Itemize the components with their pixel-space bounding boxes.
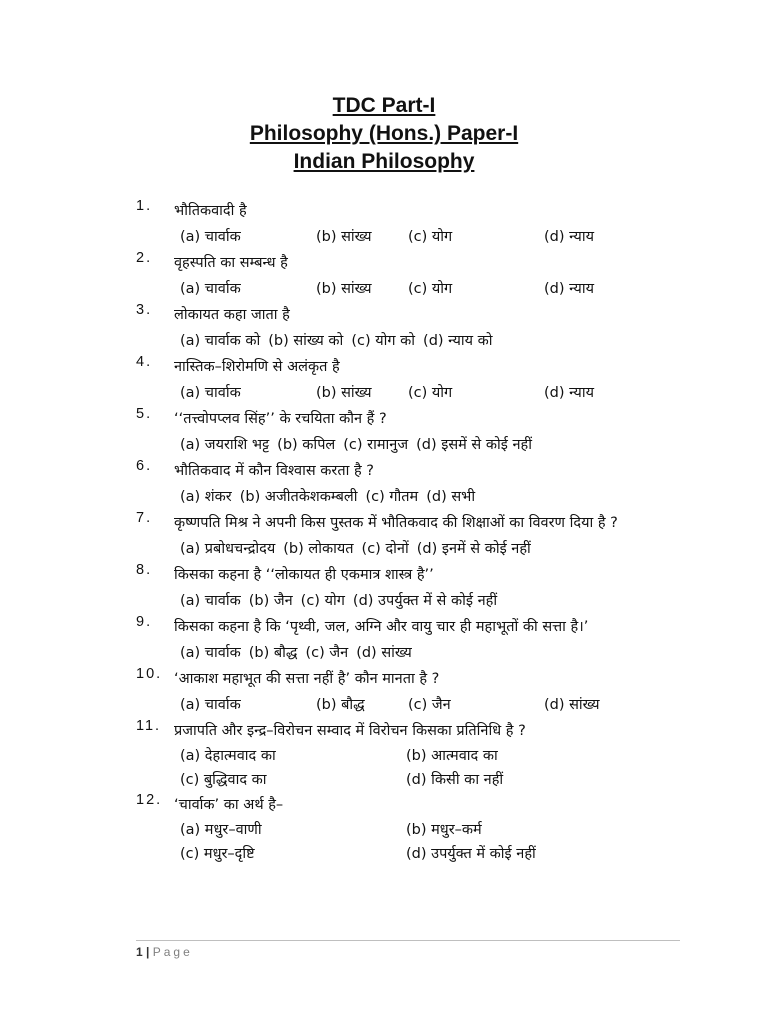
- question-number: 3.: [136, 302, 153, 318]
- question-number: 5.: [136, 406, 153, 422]
- option-a: (a) शंकर: [180, 489, 232, 505]
- question-number: 4.: [136, 354, 153, 370]
- question-text: ‘आकाश महाभूत की सत्ता नहीं है’ कौन मानता है ?: [174, 671, 440, 687]
- option-a: (a) चार्वाक: [180, 645, 241, 661]
- footer-divider: [136, 940, 680, 941]
- option-b: (b) बौद्ध: [316, 697, 365, 713]
- option-b: (b) सांख्य: [316, 281, 372, 297]
- question-number: 10.: [136, 666, 163, 682]
- option-a: (a) चार्वाक: [180, 697, 241, 713]
- question-text: ‘‘तत्त्वोपप्लव सिंह’’ के रचयिता कौन हैं ?: [174, 411, 387, 427]
- options: [180, 692, 696, 718]
- option-d: (d) सभी: [426, 489, 476, 505]
- question-8: [136, 562, 696, 614]
- option-b: (b) मधुर–कर्म: [406, 822, 482, 838]
- option-a: (a) चार्वाक: [180, 593, 241, 609]
- question-text: भौतिकवाद में कौन विश्वास करता है ?: [174, 463, 374, 479]
- option-c: (c) दोनों: [361, 541, 409, 557]
- option-b: (b) सांख्य: [316, 385, 372, 401]
- question-text: वृहस्पति का सम्बन्ध है: [174, 255, 288, 271]
- question-6: [136, 458, 696, 510]
- page-footer: [136, 940, 680, 959]
- option-c: (c) जैन: [408, 697, 451, 713]
- question-text: ‘चार्वाक’ का अर्थ है–: [174, 797, 284, 813]
- option-a: (a) प्रबोधचन्द्रोदय: [180, 541, 276, 557]
- question-12: [136, 792, 696, 866]
- question-text: कृष्णपति मिश्र ने अपनी किस पुस्तक में भौतिकवाद की शिक्षाओं का विवरण दिया है ?: [174, 515, 618, 531]
- options: [180, 744, 696, 792]
- question-number: 2.: [136, 250, 153, 266]
- question-10: [136, 666, 696, 718]
- question-9: [136, 614, 696, 666]
- option-c: (c) रामानुज: [343, 437, 409, 453]
- option-b: (b) बौद्ध: [248, 645, 298, 661]
- option-c: (c) योग: [300, 593, 345, 609]
- option-b: (b) लोकायत: [283, 541, 354, 557]
- option-d: (d) उपर्युक्त में कोई नहीं: [406, 846, 536, 862]
- option-d: (d) सांख्य: [544, 697, 600, 713]
- question-number: 8.: [136, 562, 153, 578]
- question-1: [136, 198, 696, 250]
- options: [180, 276, 696, 302]
- title-line-2: Philosophy (Hons.) Paper-I: [249, 122, 519, 145]
- options: [180, 536, 696, 562]
- option-a: (a) चार्वाक को: [180, 333, 261, 349]
- option-d: (d) इनमें से कोई नहीं: [416, 541, 531, 557]
- option-d: (d) उपर्युक्त में से कोई नहीं: [352, 593, 498, 609]
- question-text: नास्तिक–शिरोमणि से अलंकृत है: [174, 359, 340, 375]
- options: [180, 588, 696, 614]
- option-d: (d) किसी का नहीं: [406, 772, 504, 788]
- question-number: 11.: [136, 718, 162, 734]
- question-2: [136, 250, 696, 302]
- question-5: [136, 406, 696, 458]
- option-c: (c) गौतम: [365, 489, 419, 505]
- option-c: (c) जैन: [305, 645, 349, 661]
- option-a: (a) चार्वाक: [180, 385, 241, 401]
- footer-separator: |: [146, 945, 150, 959]
- options: [180, 224, 696, 250]
- option-a: (a) जयराशि भट्ट: [180, 437, 270, 453]
- option-d: (d) न्याय: [544, 229, 594, 245]
- question-text: किसका कहना है कि ‘पृथ्वी, जल, अग्नि और वायु चार ही महाभूतों की सत्ता है।’: [174, 619, 589, 635]
- options: [180, 484, 696, 510]
- option-c: (c) योग को: [351, 333, 416, 349]
- option-d: (d) न्याय: [544, 281, 594, 297]
- option-a: (a) चार्वाक: [180, 281, 241, 297]
- page-label: Page: [152, 945, 193, 959]
- option-c: (c) योग: [408, 229, 453, 245]
- question-text: प्रजापति और इन्द्र–विरोचन सम्वाद में विरोचन किसका प्रतिनिधि है ?: [174, 723, 526, 739]
- option-d: (d) न्याय को: [423, 333, 493, 349]
- option-c: (c) मधुर–दृष्टि: [180, 846, 255, 862]
- option-a: (a) मधुर–वाणी: [180, 822, 262, 838]
- question-4: [136, 354, 696, 406]
- option-b: (b) कपिल: [277, 437, 336, 453]
- option-c: (c) बुद्धिवाद का: [180, 772, 267, 788]
- question-11: [136, 718, 696, 792]
- question-number: 7.: [136, 510, 153, 526]
- footer-page-indicator: [136, 945, 680, 959]
- option-b: (b) सांख्य को: [268, 333, 344, 349]
- option-b: (b) सांख्य: [316, 229, 372, 245]
- option-b: (b) आत्मवाद का: [406, 748, 498, 764]
- question-text: भौतिकवादी है: [174, 203, 247, 219]
- question-number: 6.: [136, 458, 153, 474]
- question-list: [136, 198, 696, 866]
- question-text: किसका कहना है ‘‘लोकायत ही एकमात्र शास्त्र है’’: [174, 567, 434, 583]
- option-d: (d) सांख्य: [356, 645, 412, 661]
- options: [180, 640, 696, 666]
- page-number: 1: [136, 945, 143, 959]
- options: [180, 380, 696, 406]
- question-number: 9.: [136, 614, 153, 630]
- options: [180, 432, 696, 458]
- title-line-3: Indian Philosophy: [293, 150, 475, 173]
- option-a: (a) देहात्मवाद का: [180, 748, 276, 764]
- question-number: 1.: [136, 198, 153, 214]
- option-a: (a) चार्वाक: [180, 229, 241, 245]
- question-7: [136, 510, 696, 562]
- options: [180, 328, 696, 354]
- title-line-1: TDC Part-I: [332, 94, 436, 117]
- question-3: [136, 302, 696, 354]
- option-c: (c) योग: [408, 281, 453, 297]
- options: [180, 818, 696, 866]
- option-d: (d) न्याय: [544, 385, 594, 401]
- option-d: (d) इसमें से कोई नहीं: [416, 437, 532, 453]
- option-b: (b) जैन: [248, 593, 293, 609]
- question-number: 12.: [136, 792, 163, 808]
- option-b: (b) अजीतकेशकम्बली: [239, 489, 358, 505]
- option-c: (c) योग: [408, 385, 453, 401]
- question-text: लोकायत कहा जाता है: [174, 307, 290, 323]
- document-title: [0, 92, 768, 176]
